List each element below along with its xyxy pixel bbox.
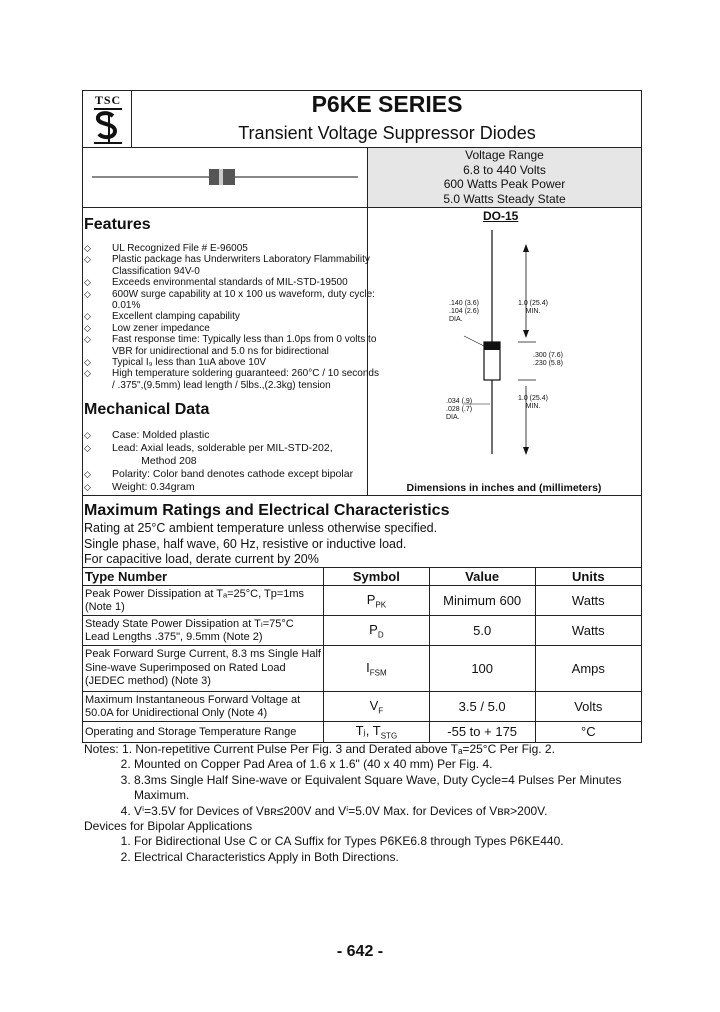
row-symbol: Tⱼ, $T_{STG}$ (324, 722, 430, 743)
list-item: ◇ Fast response time: Typically less than 1.0ps from 0 volts to VBR for unidirectional and 5.0 ns for bidirectional (84, 334, 377, 357)
row-unit: Watts (535, 616, 641, 646)
table-row (83, 722, 642, 743)
ratings-intro-line: Rating at 25°C ambient temperature unless otherwise specified. (84, 521, 438, 535)
page-title: P6KE SERIES (311, 91, 463, 117)
header-units: Units (535, 568, 641, 586)
row-unit: °C (535, 722, 641, 743)
steady-state-power: 5.0 Watts Steady State (443, 191, 566, 206)
row-unit: Volts (535, 692, 641, 722)
list-item: ◇ 600W surge capability at 10 x 100 us waveform, duty cycle: 0.01% (84, 288, 375, 312)
row-value: -55 to + 175 (429, 722, 535, 743)
logo-text: TSC (94, 93, 122, 107)
list-item: ◇ Weight: 0.34gram (84, 481, 195, 493)
row-parameter: Operating and Storage Temperature Range (83, 722, 324, 743)
list-item: ◇ UL Recognized File # E-96005 (84, 243, 248, 254)
row-value: 3.5 / 5.0 (429, 692, 535, 722)
dim-body-length: .300 (7.6) .230 (5.8) (533, 352, 563, 367)
note-line: 3. 8.3ms Single Half Sine-wave or Equivalent Square Wave, Duty Cycle=4 Pulses Per Minutes (84, 772, 622, 787)
row-value: 100 (429, 646, 535, 692)
table-header-row (83, 568, 642, 586)
mechanical-title: Mechanical Data (84, 401, 210, 418)
row-value: 5.0 (429, 616, 535, 646)
note-line: 2. Mounted on Copper Pad Area of 1.6 x 1.6" (40 x 40 mm) Per Fig. 4. (84, 757, 493, 772)
list-item: ◇ Low zener impedance (84, 322, 210, 334)
ratings-title: Maximum Ratings and Electrical Characteristics (84, 502, 450, 519)
peak-power: 600 Watts Peak Power (443, 177, 566, 191)
page-subtitle: Transient Voltage Suppressor Diodes (238, 123, 536, 143)
table-row (83, 692, 642, 722)
row-symbol: $I_{FSM}$ (324, 646, 430, 692)
diode-photo-icon (90, 165, 360, 189)
row-unit: Watts (535, 586, 641, 616)
list-item: ◇ High temperature soldering guaranteed: 260°C / 10 seconds / .375",(9.5mm) lead length / 5lbs.,(2.3kg) tension (84, 368, 379, 391)
ratings-intro-line: Single phase, half wave, 60 Hz, resistive or inductive load. (84, 536, 407, 551)
ratings-intro-line: For capacitive load, derate current by 20% (84, 552, 319, 566)
header-value: Value (429, 568, 535, 586)
row-symbol: $V_F$ (324, 692, 430, 722)
ratings-intro (84, 521, 437, 568)
row-symbol: $P_D$ (324, 616, 430, 646)
list-item: ◇ Exceeds environmental standards of MIL-STD-19500 (84, 277, 348, 289)
list-item: ◇ Polarity: Color band denotes cathode except bipolar (84, 468, 354, 480)
row-unit: Amps (535, 646, 641, 692)
dim-lead-diameter: .140 (3.6) .104 (2.6) DIA. (449, 300, 479, 323)
note-line: Notes: 1. Non-repetitive Current Pulse Per Fig. 3 and Derated above Tₐ=25°C Per Fig. 2. (84, 742, 555, 756)
package-name: DO-15 (483, 209, 519, 223)
dim-wire-diameter: .034 (.9) .028 (.7) DIA. (446, 398, 473, 421)
mechanical-list (84, 429, 364, 494)
list-item: ◇ Plastic package has Underwriters Laboratory Flammability Classification 94V-0 (84, 254, 370, 277)
list-item: ◇ Case: Molded plastic (84, 429, 210, 441)
note-line: 2. Electrical Characteristics Apply in Both Directions. (84, 849, 399, 864)
list-item: ◇ Typical I₉ less than 1uA above 10V (84, 357, 267, 369)
table-row (83, 586, 642, 616)
note-line: Devices for Bipolar Applications (84, 819, 253, 834)
package-outline-diagram (368, 222, 640, 484)
features-title: Features (84, 216, 151, 233)
company-logo (90, 93, 126, 145)
list-item: ◇ Excellent clamping capability (84, 311, 240, 323)
logo-symbol-icon (91, 108, 125, 144)
page-number: - 642 - (336, 943, 384, 960)
package-caption: Dimensions in inches and (millimeters) (406, 482, 602, 494)
note-line: Maximum. (84, 788, 190, 803)
ratings-table (82, 567, 642, 743)
dim-lead-length-bottom: 1.0 (25.4) MIN. (518, 395, 548, 410)
table-row (83, 616, 642, 646)
note-line: 4. Vⁱ=3.5V for Devices of Vʙʀ≤200V and Vⁱ=5.0V Max. for Devices of Vʙʀ>200V. (84, 803, 548, 818)
list-item: ◇ Lead: Axial leads, solderable per MIL-STD-202, Method 208 (84, 442, 333, 467)
specs-text (367, 148, 642, 206)
dim-lead-length-top: 1.0 (25.4) MIN. (518, 300, 548, 315)
header-type-number: Type Number (83, 568, 324, 586)
row-symbol: $P_{PK}$ (324, 586, 430, 616)
row-parameter: Maximum Instantaneous Forward Voltage at 50.0A for Unidirectional Only (Note 4) (83, 692, 324, 722)
header-symbol: Symbol (324, 568, 430, 586)
note-line: 1. For Bidirectional Use C or CA Suffix for Types P6KE6.8 through Types P6KE440. (84, 834, 564, 849)
table-row (83, 646, 642, 692)
voltage-range: 6.8 to 440 Volts (463, 162, 546, 177)
row-parameter: Peak Forward Surge Current, 8.3 ms Single Half Sine-wave Superimposed on Rated Load (JEDEC method) (Note 3) (83, 646, 324, 692)
voltage-range-label: Voltage Range (465, 148, 544, 162)
row-value: Minimum 600 (429, 586, 535, 616)
features-list (84, 243, 379, 391)
notes (84, 742, 621, 865)
row-parameter: Peak Power Dissipation at Tₐ=25°C, Tp=1ms (Note 1) (83, 586, 324, 616)
row-parameter: Steady State Power Dissipation at Tₗ=75°C Lead Lengths .375", 9.5mm (Note 2) (83, 616, 324, 646)
